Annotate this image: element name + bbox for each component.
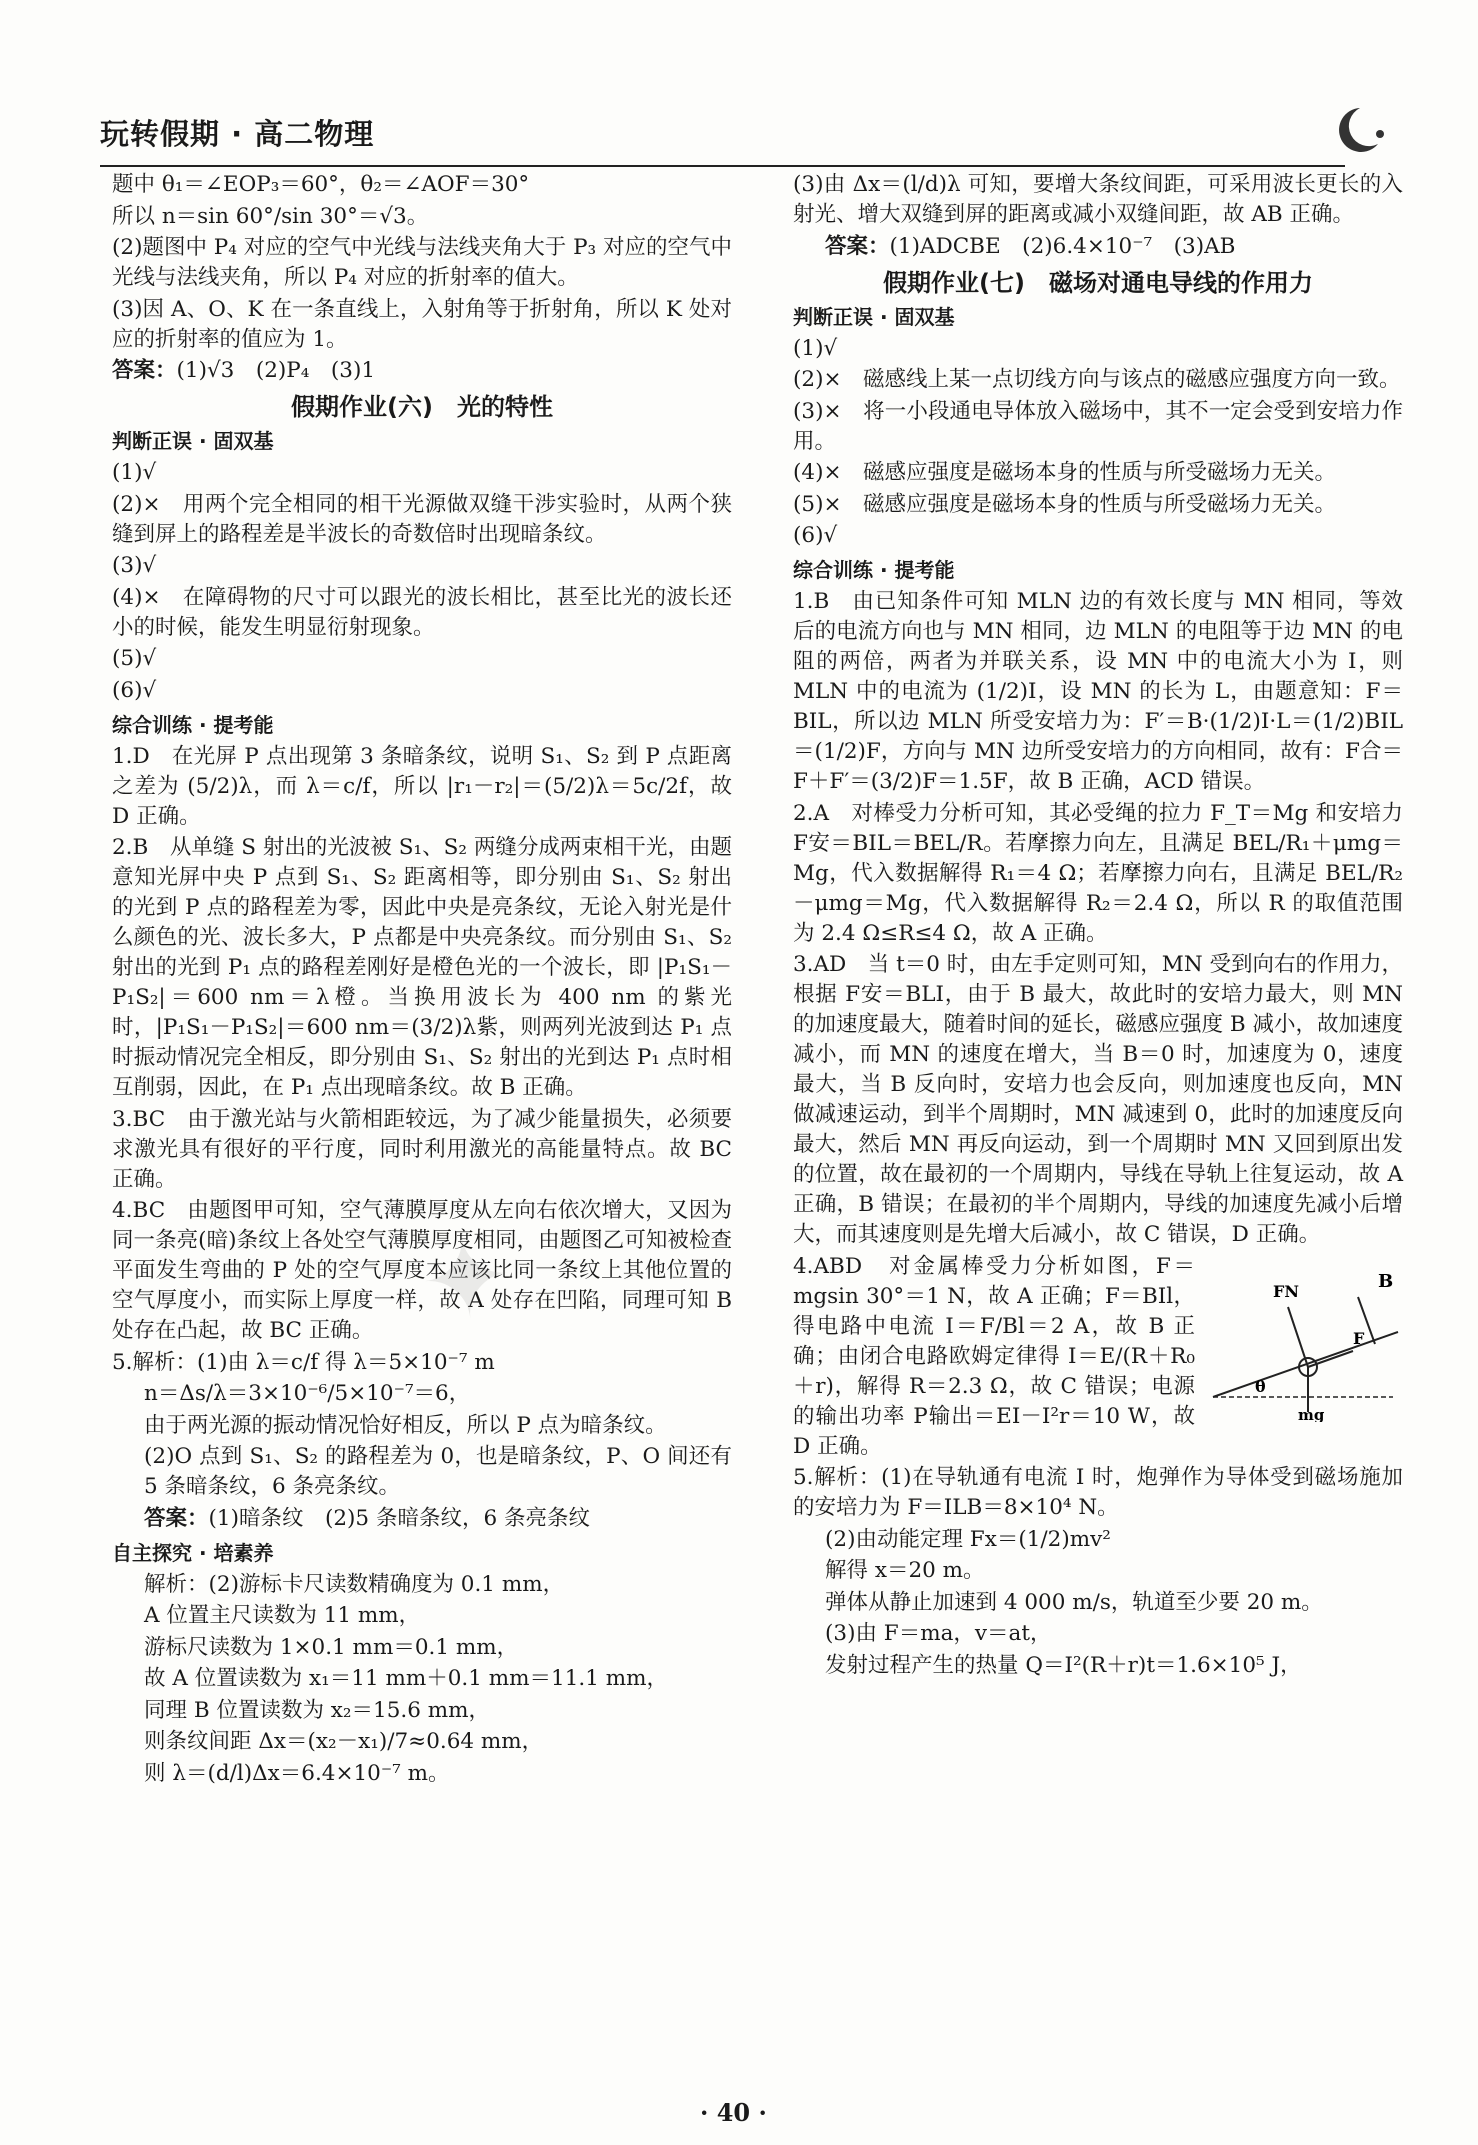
explore-line: 则条纹间距 Δx＝(x₂－x₁)/7≈0.64 mm， <box>144 1729 544 1754</box>
right-column <box>793 170 1403 1682</box>
text-line: 题中 θ₁＝∠EOP₃＝60°，θ₂＝∠AOF＝30° <box>112 172 530 197</box>
judge-item: (5)√ <box>112 646 157 671</box>
watermark: ✦ <box>413 1210 519 1348</box>
question-item: 5.解析：(1)由 λ＝c/f 得 λ＝5×10⁻⁷ m <box>112 1349 495 1375</box>
question-item: 2.A 对棒受力分析可知，其必受绳的拉力 F_T＝Mg 和安培力 F安＝BIL＝BEL/R。若摩擦力向左，且满足 BEL/R₁＋μmg＝Mg，代入数据解得 R₁＝4 Ω；若摩擦力向右，且满足 BEL/R₂－μmg＝Mg，代入数据解得 R₂＝2.4 Ω，所以 R 的取值范围为 2.4 Ω≤R≤4 Ω，故 A 正确。 <box>793 800 1403 946</box>
force-diagram <box>1203 1252 1403 1422</box>
subsection-title: 判断正误 · 固双基 <box>793 304 955 329</box>
judge-item: (4)× 在障碍物的尺寸可以跟光的波长相比，甚至比光的波长还小的时候，能发生明显衍射现象。 <box>112 584 732 640</box>
question-item: 3.AD 当 t＝0 时，由左手定则可知，MN 受到向右的作用力，根据 F安＝BLI，由于 B 最大，故此时的安培力最大，则 MN 的加速度最大，随着时间的延长，磁感应强度 B 减小，故加速度减小，而 MN 的速度在增大，当 B＝0 时，加速度为 0，速度最大，当 B 反向时，安培力也会反向，则加速度也反向，MN 做减速运动，到半个周期时，MN 减速到 0，此时的加速度反向最大，然后 MN 再反向运动，到一个周期时 MN 又回到原出发的位置，故在最初的一个周期内，导线在导轨上往复运动，故 A 正确，B 错误；在最初的半个周期内，导线的加速度先减小后增大，而其速度则是先增大后减小，故 C 错误，D 正确。 <box>793 952 1403 1247</box>
judge-item: (2)× 磁感线上某一点切线方向与该点的磁感应强度方向一致。 <box>793 367 1401 392</box>
explore-line: 游标尺读数为 1×0.1 mm＝0.1 mm， <box>144 1634 519 1660</box>
left-column <box>112 170 732 1790</box>
label-b: B <box>1378 1270 1394 1292</box>
question-4-block <box>793 1252 1403 1462</box>
question-item: 1.B 由已知条件可知 MLN 边的有效长度与 MN 相同，等效后的电流方向也与 MN 相同，边 MLN 的电阻等于边 MN 的电阻的两倍，两者为并联关系，设 MN 中的电流大小为 I，则 MLN 中的电流为 (1/2)I，设 MN 的长为 L，由题意知：F＝BIL，所以边 MLN 所受安培力为：F′＝B·(1/2)I·L＝(1/2)BIL＝(1/2)F，方向与 MN 边所受安培力的方向相同，故有：F合＝F＋F′＝(3/2)F＝1.5F，故 B 正确，ACD 错误。 <box>793 589 1403 794</box>
question-item: 弹体从静止加速到 4 000 m/s，轨道至少要 20 m。 <box>825 1589 1323 1615</box>
subsection-title: 综合训练 · 提考能 <box>112 712 274 737</box>
label-theta: θ <box>1255 1376 1266 1396</box>
judge-item: (6)√ <box>112 677 157 703</box>
answer-line <box>112 1504 732 1534</box>
question-item: 解得 x＝20 m。 <box>825 1558 985 1583</box>
judge-item: (6)√ <box>793 523 838 548</box>
answer-text: (1)暗条纹 (2)5 条暗条纹，6 条亮条纹 <box>208 1505 590 1531</box>
question-item: 3.BC 由于激光站与火箭相距较远，为了减少能量损失，必须要求激光具有很好的平行度，同时利用激光的高能量特点。故 BC 正确。 <box>112 1106 732 1192</box>
subsection-title: 判断正误 · 固双基 <box>112 429 274 453</box>
incline-line <box>1213 1332 1398 1397</box>
answer-line <box>112 356 732 386</box>
judge-item: (1)√ <box>112 460 157 485</box>
page-header <box>100 112 1400 162</box>
header-rule <box>100 165 1345 167</box>
question-item: (2)由动能定理 Fx＝(1/2)mv² <box>825 1526 1111 1552</box>
label-f: F <box>1353 1328 1365 1348</box>
explore-line: 则 λ＝(d/l)Δx＝6.4×10⁻⁷ m。 <box>144 1760 450 1786</box>
section-title: 假期作业(六) 光的特性 <box>291 393 553 421</box>
text-line: 所以 n＝sin 60°/sin 30°＝√3。 <box>112 203 429 229</box>
text-line: (2)题图中 P₄ 对应的空气中光线与法线夹角大于 P₃ 对应的空气中光线与法线夹角，所以 P₄ 对应的折射率的值大。 <box>112 235 732 290</box>
explore-line: 同理 B 位置读数为 x₂＝15.6 mm， <box>144 1697 491 1723</box>
judge-item: (5)× 磁感应强度是磁场本身的性质与所受磁场力无关。 <box>793 491 1336 517</box>
answer-text: (1)√3 (2)P₄ (3)1 <box>176 358 376 383</box>
question-item: 2.B 从单缝 S 射出的光波被 S₁、S₂ 两缝分成两束相干光，由题意知光屏中央 P 点到 S₁、S₂ 距离相等，即分别由 S₁、S₂ 射出的光到 P 点的路程差为零，因此中央是亮条纹，无论入射光是什么颜色的光、波长多大，P 点都是中央亮条纹。而分别由 S₁、S₂ 射出的光到 P₁ 点的路程差刚好是橙色光的一个波长，即 |P₁S₁－P₁S₂|＝600 nm＝λ橙。当换用波长为 400 nm 的紫光时，|P₁S₁－P₁S₂|＝600 nm＝(3/2)λ紫，则两列光波到达 P₁ 点时振动情况完全相反，即分别由 S₁、S₂ 射出的光到达 P₁ 点时相互削弱，因此，在 P₁ 点出现暗条纹。故 B 正确。 <box>112 835 732 1100</box>
section-title: 假期作业(七) 磁场对通电导线的作用力 <box>883 268 1313 297</box>
question-item: 4.BC 由题图甲可知，空气薄膜厚度从左向右依次增大，又因为同一条亮(暗)条纹上各处空气薄膜厚度相同，由题图乙可知被检查平面发生弯曲的 P 处的空气厚度本应该比同一条纹上其他位置的空气厚度小，而实际上厚度一样，故 A 处存在凹陷，同理可知 B 处存在凸起，故 BC 正确。 <box>112 1198 732 1343</box>
question-item: 4.ABD 对金属棒受力分析如图，F＝mgsin 30°＝1 N，故 A 正确；F＝BIl，得电路中电流 I＝F/Bl＝2 A，故 B 正确；由闭合电路欧姆定律得 I＝E/(R＋R₀＋r)，解得 R＝2.3 Ω，故 C 错误；电源的输出功率 P输出＝EI－I²r＝10 W，故 D 正确。 <box>793 1253 1195 1459</box>
question-item: 发射过程产生的热量 Q＝I²(R＋r)t＝1.6×10⁵ J， <box>825 1652 1302 1678</box>
text-line: (3)因 A、O、K 在一条直线上，入射角等于折射角，所以 K 处对应的折射率的值应为 1。 <box>112 296 732 352</box>
normal-force-arrow <box>1288 1307 1308 1367</box>
question-item: (3)由 F＝ma，v＝at， <box>825 1621 1052 1646</box>
crescent-logo-icon <box>1330 100 1390 160</box>
judge-item: (4)× 磁感应强度是磁场本身的性质与所受磁场力无关。 <box>793 460 1336 485</box>
judge-item: (3)× 将一小段通电导体放入磁场中，其不一定会受到安培力作用。 <box>793 398 1403 454</box>
question-item: 1.D 在光屏 P 点出现第 3 条暗条纹，说明 S₁、S₂ 到 P 点距离之差为 (5/2)λ，而 λ＝c/f，所以 |r₁－r₂|＝(5/2)λ＝5c/2f，故 D 正确。 <box>112 743 732 829</box>
ampere-force-arrow <box>1308 1351 1353 1367</box>
label-fn: FN <box>1273 1281 1299 1301</box>
question-item: 由于两光源的振动情况恰好相反，所以 P 点为暗条纹。 <box>144 1412 667 1438</box>
answer-text: (1)ADCBE (2)6.4×10⁻⁷ (3)AB <box>889 233 1236 259</box>
judge-item: (1)√ <box>793 335 838 361</box>
subsection-title: 综合训练 · 提考能 <box>793 558 955 582</box>
judge-item: (2)× 用两个完全相同的相干光源做双缝干涉实验时，从两个狭缝到屏上的路程差是半波长的奇数倍时出现暗条纹。 <box>112 491 732 547</box>
question-item: (2)O 点到 S₁、S₂ 的路程差为 0，也是暗条纹，P、O 间还有 5 条暗条纹，6 条亮条纹。 <box>144 1444 732 1499</box>
page-number: · 40 · <box>700 2098 767 2127</box>
subsection-title: 自主探究 · 培素养 <box>112 1540 274 1565</box>
book-title: 玩转假期 · 高二物理 <box>100 117 375 151</box>
answer-label: 答案： <box>112 358 177 383</box>
explore-line: A 位置主尺读数为 11 mm， <box>144 1603 421 1628</box>
question-item: n＝Δs/λ＝3×10⁻⁶/5×10⁻⁷＝6， <box>144 1381 471 1406</box>
answer-label: 答案： <box>825 233 890 259</box>
judge-item: (3)√ <box>112 553 157 578</box>
explore-line: 故 A 位置读数为 x₁＝11 mm＋0.1 mm＝11.1 mm， <box>144 1666 669 1691</box>
question-item: 5.解析：(1)在导轨通有电流 I 时，炮弹作为导体受到磁场施加的安培力为 F＝ILB＝8×10⁴ N。 <box>793 1465 1403 1520</box>
answer-line <box>793 232 1403 262</box>
explore-line: 解析：(2)游标卡尺读数精确度为 0.1 mm， <box>144 1571 565 1597</box>
label-mg: mg <box>1298 1405 1325 1422</box>
answer-label: 答案： <box>144 1505 209 1531</box>
text-line: (3)由 Δx＝(l/d)λ 可知，要增大条纹间距，可采用波长更长的入射光、增大双缝到屏的距离或减小双缝间距，故 AB 正确。 <box>793 172 1403 227</box>
